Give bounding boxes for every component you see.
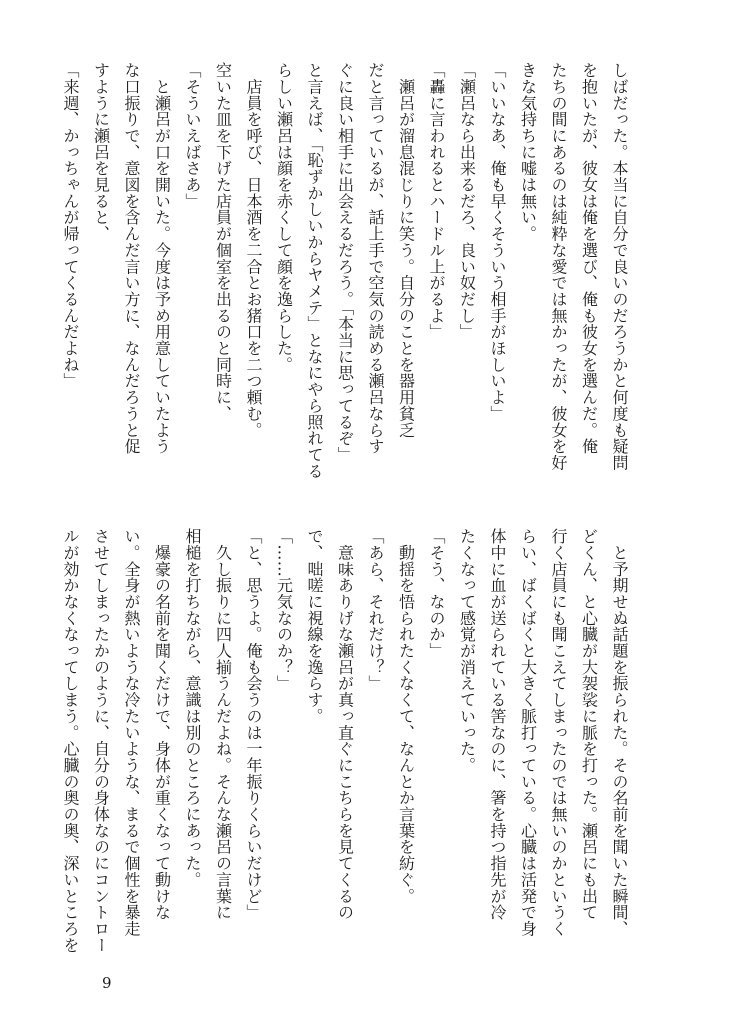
text-column: と予期せぬ話題を振られた。その名前を聞いた瞬間、	[610, 528, 629, 937]
text-column: させてしまったかのように、自分の身体なのにコントロー	[91, 528, 111, 954]
text-column: だと言っているが、話上手で空気の読める瀬呂ならす	[366, 62, 385, 455]
text-column: 体中に血が送られている筈なのに、箸を持つ指先が冷	[488, 528, 507, 921]
text-column: ぐに良い相手に出会えるだろう。「本当に思ってるぞ」	[335, 62, 355, 463]
page-number: 9	[102, 974, 112, 992]
text-column: 「轟に言われるとハードル上がるよ」	[427, 62, 446, 340]
text-column: 瀬呂が溜息混じりに笑う。自分のことを器用貧乏	[396, 62, 416, 439]
text-column: 「と、思うよ。俺も会うのは一年振りくらいだけど」	[244, 528, 263, 921]
text-column: 「……元気なのか？」	[274, 528, 294, 692]
text-column: らしい瀬呂は顔を赤くして顔を逸らした。	[274, 62, 294, 373]
upper-text-block	[61, 62, 634, 507]
text-column: 久し振りに四人揃うんだよね。そんな瀬呂の言葉に	[213, 528, 233, 921]
text-column: 「そう、なのか」	[427, 528, 446, 659]
text-column: 「来週、かっちゃんが帰ってくるんだよね」	[61, 62, 80, 389]
text-column: らい、ばくばくと大きく脈打っている。心臓は活発で身	[518, 528, 538, 937]
text-column: を抱いたが、彼女は俺を選び、俺も彼女を選んだ。俺	[579, 62, 599, 455]
text-column: 行く店員にも聞こえてしまったのでは無いのかというく	[549, 528, 568, 937]
text-column: 「あら、それだけ？」	[366, 528, 385, 692]
text-column: 空いた皿を下げた店員が個室を出るのと同時に、	[213, 62, 233, 422]
text-column: 「瀬呂なら出来るだろ、良い奴だし」	[457, 62, 477, 340]
text-column: い。全身が熱いような冷たいような、まるで個性を暴走	[122, 528, 141, 937]
text-column: 「そういえばさあ」	[183, 62, 202, 210]
text-column: 相槌を打ちながら、意識は別のところにあった。	[183, 528, 202, 888]
text-column: 爆豪の名前を聞くだけで、身体が重くなって動けな	[152, 528, 172, 921]
text-column: と言えば、「恥ずかしいからヤメテ」となにやら照れてる	[305, 62, 324, 480]
text-column: たくなって感覚が消えていった。	[457, 528, 477, 774]
text-column: 店員を呼び、日本酒を二合とお猪口を二つ頼む。	[244, 62, 263, 439]
text-column: どくん、と心臓が大袈裟に脈を打った。瀬呂にも出て	[579, 528, 599, 921]
text-column: と瀬呂が口を開いた。今度は予め用意していたよう	[152, 62, 172, 455]
lower-text-block	[61, 528, 634, 960]
text-column: ルが効かなくなってしまう。心臓の奥の奥、深いところを	[61, 528, 80, 954]
text-column: 動揺を悟られたくなくて、なんとか言葉を紡ぐ。	[396, 528, 416, 905]
text-column: 「いいなあ、俺も早くそういう相手がほしいよ」	[488, 62, 507, 422]
text-column: しばだった。本当に自分で良いのだろうかと何度も疑問	[610, 62, 629, 471]
text-column: な口振りで、意図を含んだ言い方に、なんだろうと促	[122, 62, 141, 455]
text-column: きな気持ちに嘘は無い。	[518, 62, 538, 242]
text-column: で、咄嗟に視線を逸らす。	[305, 528, 324, 725]
text-column: たちの間にあるのは純粋な愛では無かったが、彼女を好	[549, 62, 568, 471]
text-column: すように瀬呂を見ると、	[91, 62, 111, 242]
text-column: 意味ありげな瀬呂が真っ直ぐにこちらを見てくるの	[335, 528, 355, 921]
